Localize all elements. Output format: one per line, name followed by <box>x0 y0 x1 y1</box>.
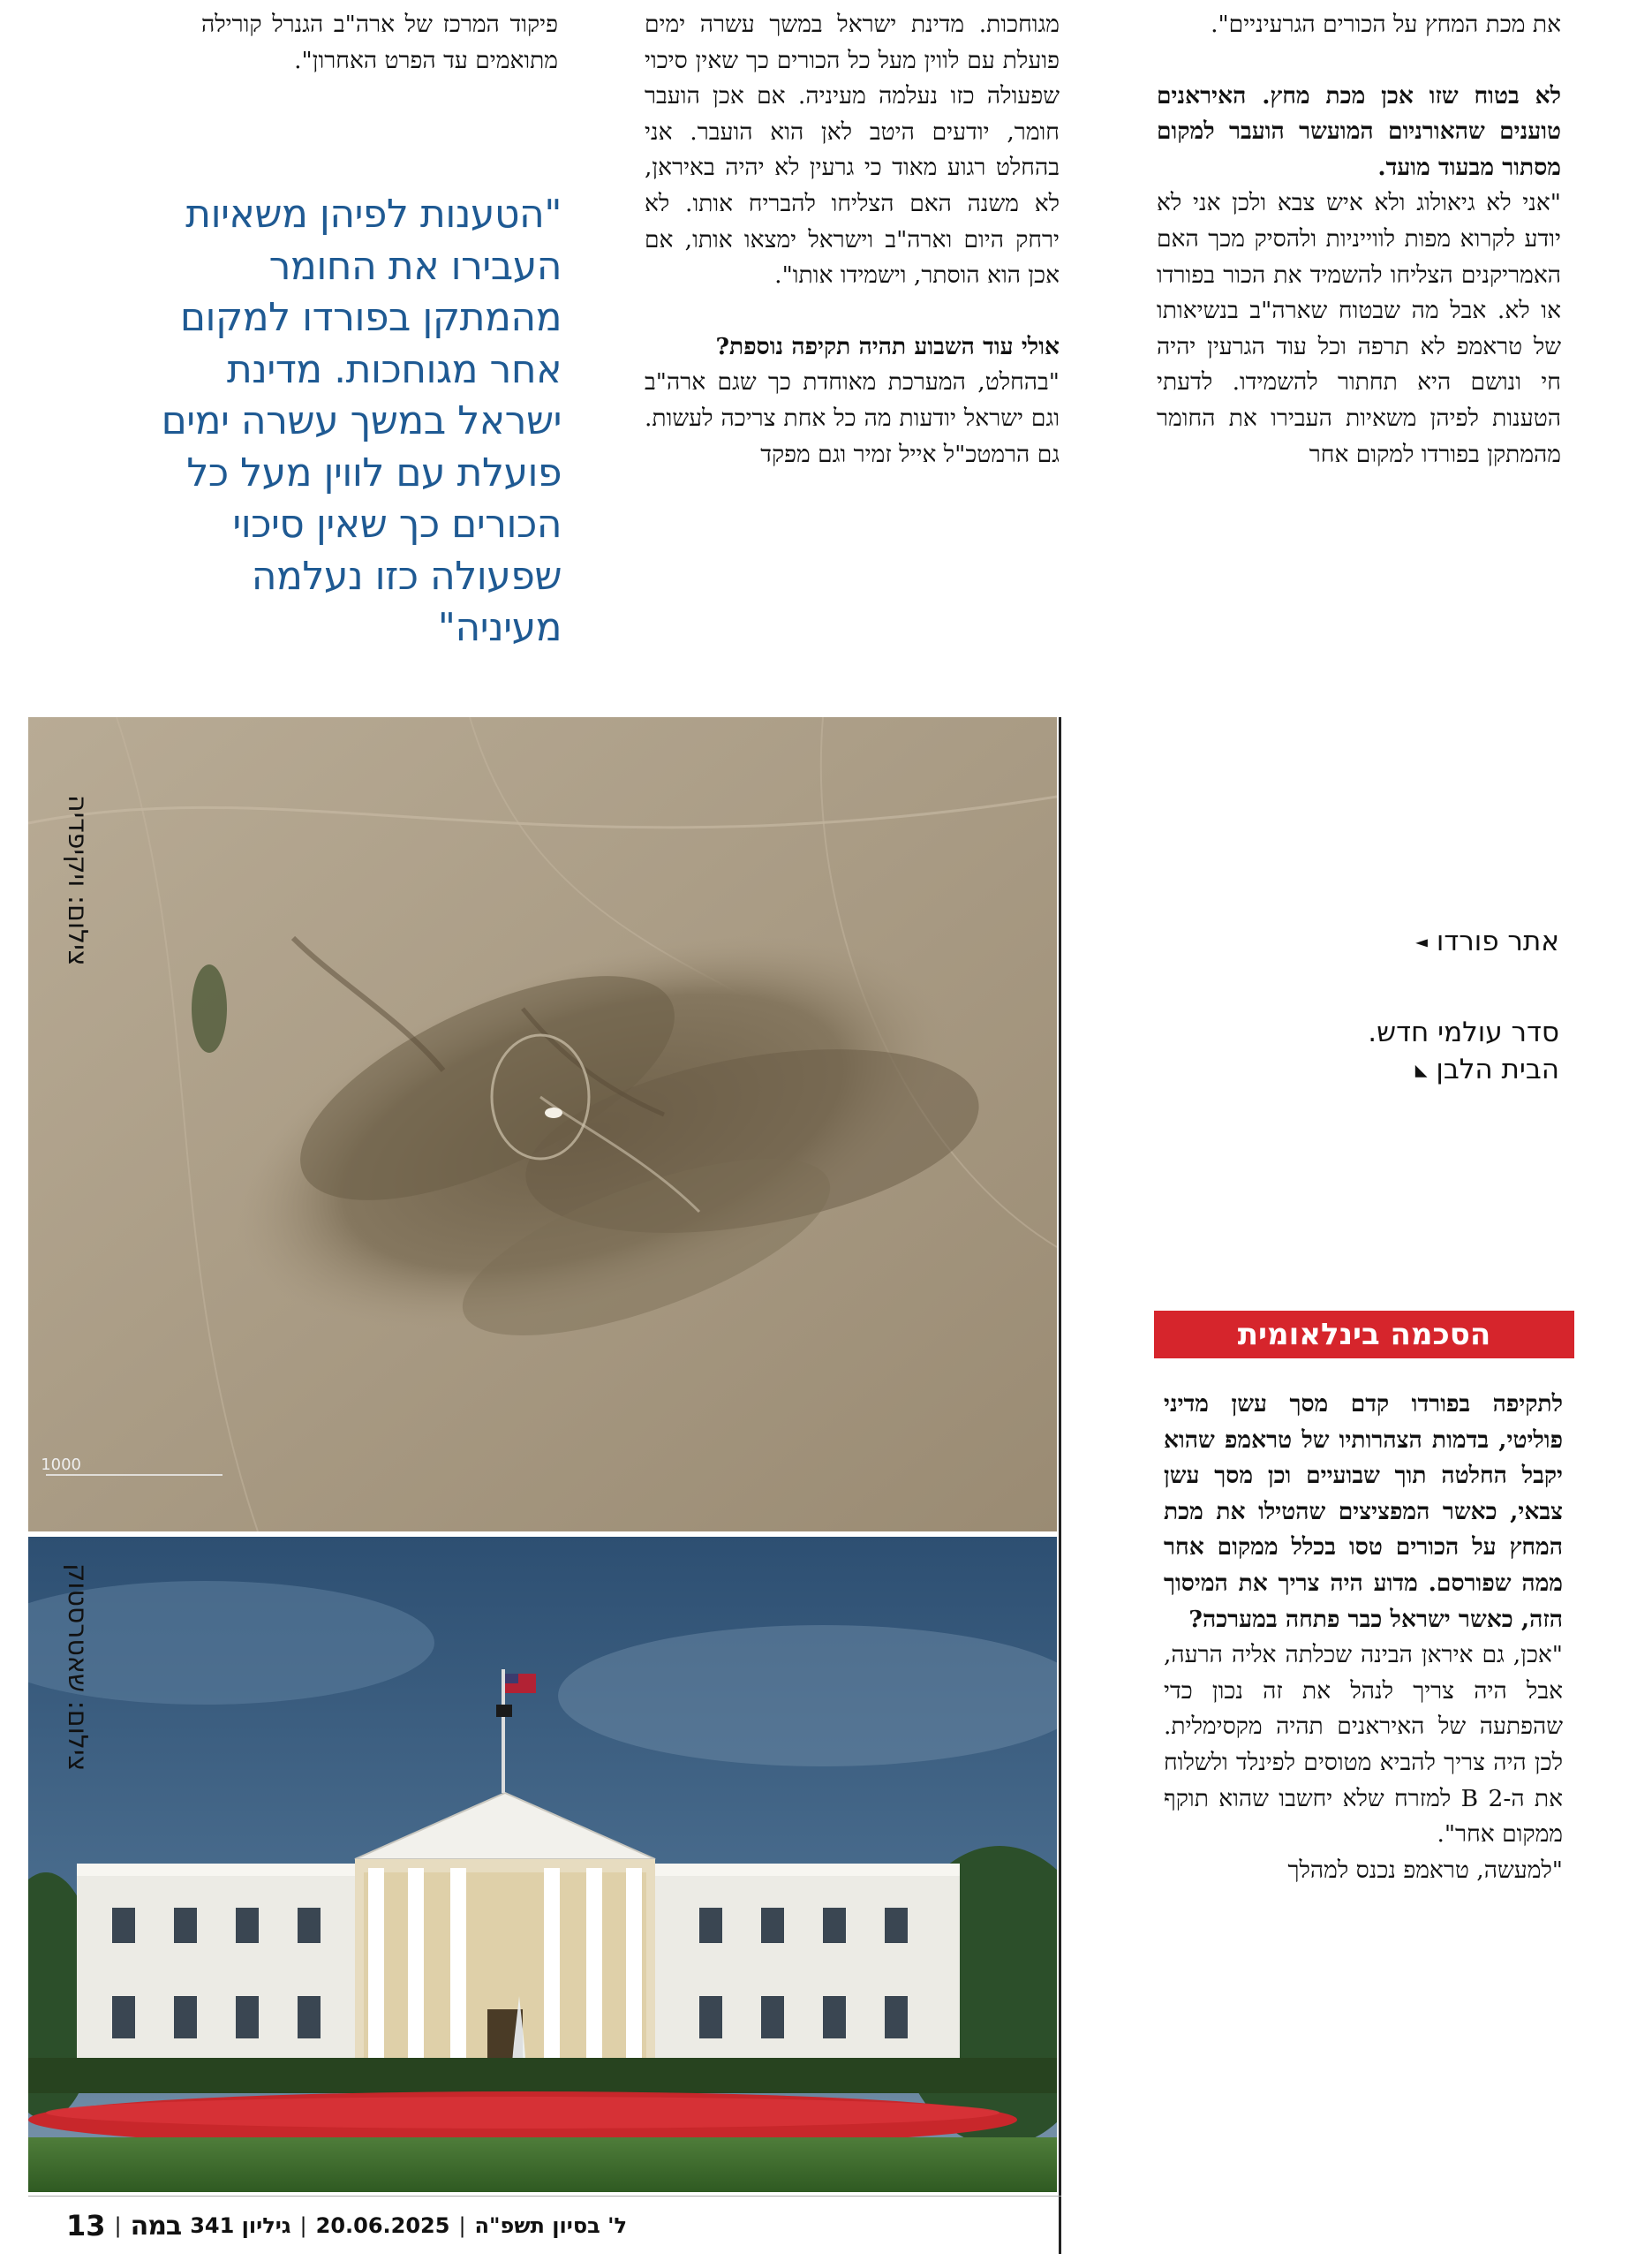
paragraph: את מכת המחץ על הכורים הגרעיניים". <box>1211 11 1561 38</box>
interview-question: אולי עוד השבוע תהיה תקיפה נוספת? <box>715 332 1060 360</box>
section-header: הסכמה בינלאומית <box>1154 1311 1574 1358</box>
svg-text:1000: 1000 <box>41 1456 81 1474</box>
paragraph: "אכן, גם איראן הבינה שכלתה אליה הרעה, אבל היה צריך לנהל את זה נכון כדי שהפתעה של האיראנים תהיה מקסימלית. לכן היה צריך להביא מטוסים לפינלד ולשלוח את ה-B 2 למזרח שלא יחשבו שהוא תוקף ממקום אחר". <box>1164 1641 1563 1849</box>
corner-arrow-icon: ◣ <box>1414 1061 1428 1080</box>
paragraph: "אני לא גיאולוג ולא איש צבא ולכן אני לא יודע לקרוא מפות לווייניות ולהסיק מכך האם האמריקנים הצליחו להשמיד את הכור בפורדו או לא. אבל מה שבטוח שארה"ב בנשיאותו של טראמפ לא תרפה וכל עוד הגרעין יהיה חי ונושם היא תחתור להשמידו. לדעתי הטענות לפיהן משאיות העבירו את החומר מהמתקן בפורדו למקום אחר <box>1157 189 1561 468</box>
caret-left-icon: ◄ <box>1415 933 1429 952</box>
white-house-photo <box>28 1537 1057 2192</box>
column-divider <box>1059 717 1061 2254</box>
caption-text: אתר פורדו <box>1436 926 1559 957</box>
article-column-right <box>1157 7 1561 473</box>
photo-caption-fordo <box>1236 923 1559 962</box>
footer-issue: גיליון 341 <box>190 2213 291 2238</box>
photo-caption-white-house <box>1236 1014 1559 1090</box>
interview-question: לתקיפה בפורדו קדם מסך עשן מדיני פוליטי, בדמות הצהרותיו של טראמפ שהוא יקבל החלטה תוך שבועיים וכן מסך עשן צבאי, כאשר המפציצים שהטילו את מכת המחץ על הכורים טסו בכלל ממקום אחר ממה שפורסם. מדוע היה צריך את המיסוך הזה, כאשר ישראל כבר פתחה במערכה? <box>1164 1390 1563 1633</box>
sidebar-column <box>1164 1387 1563 1888</box>
caption-line: סדר עולמי חדש. <box>1368 1017 1559 1048</box>
paragraph: "למעשה, טראמפ נכנס למהלך <box>1287 1856 1563 1884</box>
page-footer <box>53 2206 627 2245</box>
article-column-left <box>201 7 558 79</box>
footer-separator: | <box>458 2213 466 2238</box>
footer-divider <box>28 2196 1061 2197</box>
pull-quote: "הטענות לפיהן משאיות העבירו את החומר מהמתקן בפורדו למקום אחר מגוחכות. מדינת ישראל במשך עשרה ימים פועלת עם לווין מעל כל הכורים כך שאין סיכוי שפעולה כזו נעלמה מעיניה" <box>161 192 562 650</box>
magazine-logo: במה <box>130 2210 182 2242</box>
photo-credit: צילום: ויקיפדיה <box>62 795 93 966</box>
footer-hebrew-date: ל' בסיון תשפ"ה <box>474 2213 627 2238</box>
fordo-satellite-photo <box>28 717 1057 1531</box>
interview-question: לא בטוח שזו אכן מכת מחץ. האיראנים טוענים שהאורניום המועשר הועבר למקום מסתור מבעוד מועד. <box>1157 81 1561 181</box>
paragraph: "בהחלט, המערכת מאוחדת כך שגם ארה"ב וגם ישראל יודעות מה כל אחת צריכה לעשות. גם הרמטכ"ל אייל זמיר וגם מפקד <box>645 368 1060 468</box>
photo-credit: צילום: שאטרסטוק <box>62 1563 93 1772</box>
footer-date: 20.06.2025 <box>315 2213 450 2238</box>
paragraph: פיקוד המרכז של ארה"ב הגנרל קורילה מתואמים עד הפרט האחרון". <box>201 11 558 74</box>
paragraph: מגוחכות. מדינת ישראל במשך עשרה ימים פועלת עם לווין מעל כל הכורים כך שאין סיכוי שפעולה כזו נעלמה מעיניה. אם אכן הועבר חומר, יודעים היטב לאן הוא הועבר. אני בהחלט רגוע מאוד כי גרעין לא יהיה באיראן, לא משנה האם הצליחו להבריח אותו. לא ירחק היום וארה"ב וישראל ימצאו אותו, אם אכן הוא הוסתר, וישמידו אותו". <box>645 11 1060 290</box>
caption-line: הבית הלבן <box>1436 1054 1559 1085</box>
article-column-middle <box>645 7 1060 473</box>
footer-separator: | <box>114 2213 122 2238</box>
page-number: 13 <box>65 2209 106 2242</box>
footer-separator: | <box>299 2213 307 2238</box>
